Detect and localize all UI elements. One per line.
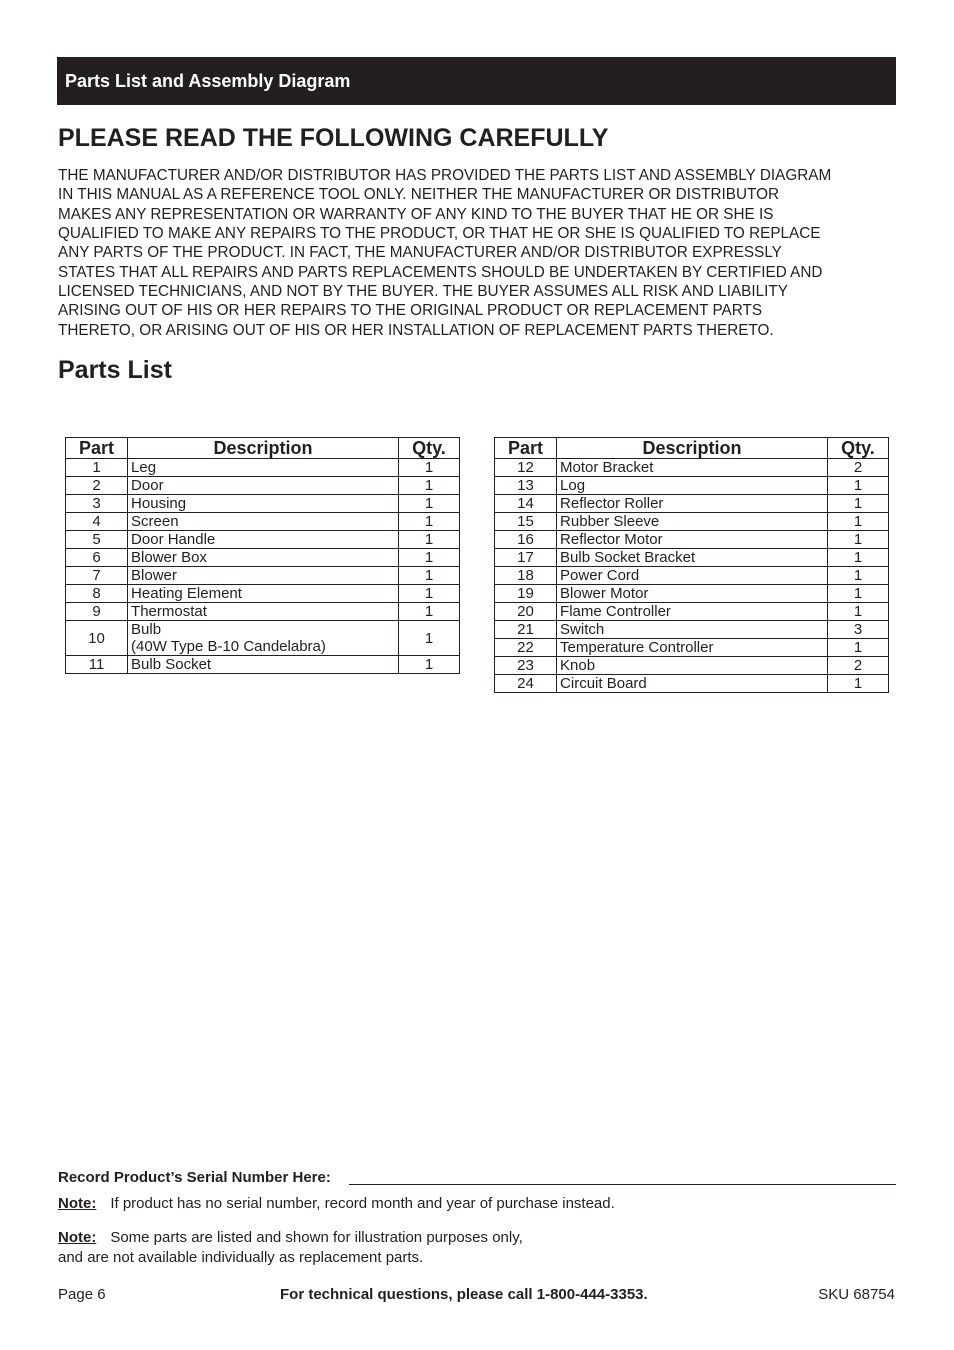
description-cell: Motor Bracket	[557, 459, 828, 477]
description-cell: Bulb Socket Bracket	[557, 549, 828, 567]
qty-cell: 2	[827, 459, 888, 477]
note-text: Some parts are listed and shown for illustration purposes only,	[110, 1229, 523, 1246]
table-row	[66, 585, 460, 603]
description-cell: Leg	[128, 459, 399, 477]
column-header-qty: Qty.	[398, 438, 459, 459]
part-number-cell: 1	[66, 459, 128, 477]
qty-cell: 1	[827, 639, 888, 657]
part-number-cell: 22	[495, 639, 557, 657]
description-cell: Switch	[557, 621, 828, 639]
table-row	[66, 621, 460, 656]
table-row	[495, 513, 889, 531]
qty-cell: 1	[827, 513, 888, 531]
parts-table-left	[65, 437, 460, 674]
table-row	[66, 477, 460, 495]
note-text: If product has no serial number, record month and year of purchase instead.	[110, 1195, 615, 1212]
table-row	[495, 477, 889, 495]
qty-cell: 1	[827, 567, 888, 585]
description-cell: Bulb Socket	[128, 656, 399, 674]
table-row	[495, 639, 889, 657]
qty-cell: 1	[827, 549, 888, 567]
support-phone-text: For technical questions, please call 1-800-444-3353.	[280, 1286, 648, 1303]
table-row	[495, 603, 889, 621]
qty-cell: 1	[827, 531, 888, 549]
description-cell: Circuit Board	[557, 675, 828, 693]
table-row	[495, 531, 889, 549]
description-cell: Power Cord	[557, 567, 828, 585]
description-cell: Bulb (40W Type B-10 Candelabra)	[128, 621, 399, 656]
page-number: Page 6	[58, 1286, 106, 1303]
parts-list-heading: Parts List	[58, 356, 172, 384]
column-header-description: Description	[128, 438, 399, 459]
part-number-cell: 17	[495, 549, 557, 567]
part-number-cell: 15	[495, 513, 557, 531]
column-header-qty: Qty.	[827, 438, 888, 459]
description-cell: Door Handle	[128, 531, 399, 549]
description-cell: Screen	[128, 513, 399, 531]
description-cell: Rubber Sleeve	[557, 513, 828, 531]
qty-cell: 1	[827, 477, 888, 495]
description-cell: Flame Controller	[557, 603, 828, 621]
column-header-description: Description	[557, 438, 828, 459]
part-number-cell: 3	[66, 495, 128, 513]
notice-heading: PLEASE READ THE FOLLOWING CAREFULLY	[58, 124, 609, 152]
table-row	[495, 459, 889, 477]
qty-cell: 2	[827, 657, 888, 675]
table-row	[66, 531, 460, 549]
description-cell: Reflector Motor	[557, 531, 828, 549]
section-header-bar	[57, 57, 896, 105]
serial-number-label: Record Product’s Serial Number Here:	[58, 1169, 331, 1186]
qty-cell: 1	[398, 513, 459, 531]
description-cell: Knob	[557, 657, 828, 675]
note-serial	[58, 1194, 615, 1214]
part-number-cell: 12	[495, 459, 557, 477]
table-row	[66, 567, 460, 585]
qty-cell: 3	[827, 621, 888, 639]
table-row	[66, 495, 460, 513]
description-cell: Blower	[128, 567, 399, 585]
qty-cell: 1	[827, 603, 888, 621]
qty-cell: 1	[398, 567, 459, 585]
note-illustration	[58, 1228, 523, 1268]
qty-cell: 1	[398, 603, 459, 621]
sku-number: SKU 68754	[818, 1286, 895, 1303]
description-cell: Housing	[128, 495, 399, 513]
qty-cell: 1	[398, 495, 459, 513]
column-header-part: Part	[495, 438, 557, 459]
part-number-cell: 21	[495, 621, 557, 639]
table-row	[66, 459, 460, 477]
qty-cell: 1	[398, 549, 459, 567]
qty-cell: 1	[827, 585, 888, 603]
part-number-cell: 2	[66, 477, 128, 495]
part-number-cell: 23	[495, 657, 557, 675]
table-row	[66, 656, 460, 674]
note-label: Note:	[58, 1195, 97, 1212]
qty-cell: 1	[827, 495, 888, 513]
part-number-cell: 16	[495, 531, 557, 549]
disclaimer-text: THE MANUFACTURER AND/OR DISTRIBUTOR HAS PROVIDED THE PARTS LIST AND ASSEMBLY DIAGRAM IN THIS MANUAL AS A REFERENCE TOOL ONLY. NEITHER THE MANUFACTURER OR DISTRIBUTOR MAKES ANY REPRESENTATION OR WARRANTY OF ANY KIND TO THE BUYER THAT HE OR SHE IS QUALIFIED TO MAKE ANY REPAIRS TO THE PRODUCT, OR THAT HE OR SHE IS QUALIFIED TO REPLACE ANY PARTS OF THE PRODUCT. IN FACT, THE MANUFACTURER AND/OR DISTRIBUTOR EXPRESSLY STATES THAT ALL REPAIRS AND PARTS REPLACEMENTS SHOULD BE UNDERTAKEN BY CERTIFIED AND LICENSED TECHNICIANS, AND NOT BY THE BUYER. THE BUYER ASSUMES ALL RISK AND LIABILITY ARISING OUT OF HIS OR HER REPAIRS TO THE ORIGINAL PRODUCT OR REPLACEMENT PARTS THERETO, OR ARISING OUT OF HIS OR HER INSTALLATION OF REPLACEMENT PARTS THERETO.	[58, 167, 832, 339]
part-number-cell: 24	[495, 675, 557, 693]
description-cell: Heating Element	[128, 585, 399, 603]
table-header-row	[495, 438, 889, 459]
part-number-cell: 19	[495, 585, 557, 603]
description-cell: Reflector Roller	[557, 495, 828, 513]
note-label: Note:	[58, 1229, 97, 1246]
table-row	[66, 549, 460, 567]
qty-cell: 1	[398, 477, 459, 495]
note-text-continued: and are not available individually as replacement parts.	[58, 1249, 424, 1266]
part-number-cell: 7	[66, 567, 128, 585]
part-number-cell: 13	[495, 477, 557, 495]
table-row	[495, 585, 889, 603]
description-cell: Door	[128, 477, 399, 495]
part-number-cell: 5	[66, 531, 128, 549]
part-number-cell: 14	[495, 495, 557, 513]
column-header-part: Part	[66, 438, 128, 459]
part-number-cell: 9	[66, 603, 128, 621]
part-number-cell: 6	[66, 549, 128, 567]
description-cell: Blower Motor	[557, 585, 828, 603]
section-header-title: Parts List and Assembly Diagram	[65, 71, 351, 91]
part-number-cell: 4	[66, 513, 128, 531]
parts-table-right	[494, 437, 889, 693]
serial-number-line	[349, 1184, 896, 1185]
description-cell: Thermostat	[128, 603, 399, 621]
part-number-cell: 18	[495, 567, 557, 585]
part-number-cell: 10	[66, 621, 128, 656]
part-number-cell: 8	[66, 585, 128, 603]
description-cell: Temperature Controller	[557, 639, 828, 657]
part-number-cell: 20	[495, 603, 557, 621]
table-row	[495, 495, 889, 513]
qty-cell: 1	[398, 459, 459, 477]
table-header-row	[66, 438, 460, 459]
qty-cell: 1	[398, 531, 459, 549]
table-row	[495, 657, 889, 675]
qty-cell: 1	[398, 621, 459, 656]
qty-cell: 1	[398, 656, 459, 674]
description-cell: Log	[557, 477, 828, 495]
table-row	[495, 549, 889, 567]
part-number-cell: 11	[66, 656, 128, 674]
table-row	[495, 621, 889, 639]
table-row	[66, 603, 460, 621]
table-row	[495, 567, 889, 585]
qty-cell: 1	[827, 675, 888, 693]
description-cell: Blower Box	[128, 549, 399, 567]
table-row	[66, 513, 460, 531]
qty-cell: 1	[398, 585, 459, 603]
table-row	[495, 675, 889, 693]
